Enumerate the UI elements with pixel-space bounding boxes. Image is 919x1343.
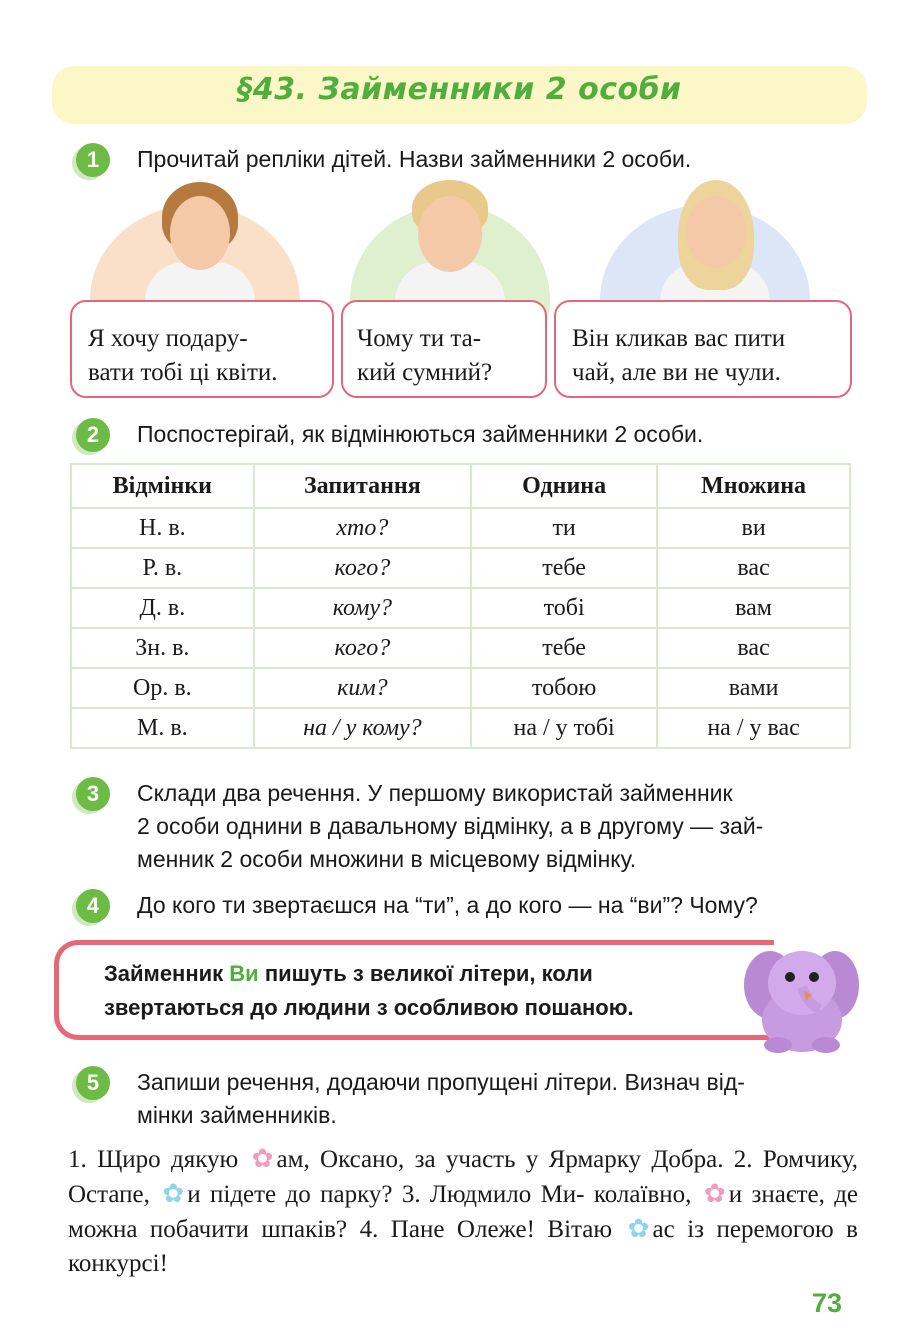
table-cell: на / у кому? xyxy=(254,708,471,748)
speech-bubble-2 xyxy=(341,300,547,398)
rule-text-part: Займенник xyxy=(104,961,230,986)
table-cell: на / у вас xyxy=(657,708,850,748)
kid-3-face xyxy=(686,196,746,268)
pink-flower-icon: ✿ xyxy=(251,1144,274,1173)
rule-line2: звертаються до людини з особливою пошаною. xyxy=(104,995,634,1020)
table-cell: Д. в. xyxy=(71,588,254,628)
task-3-line2: 2 особи однини в давальному відмінку, а в другому — зай- xyxy=(137,813,764,839)
table-cell: ви xyxy=(657,508,850,548)
exercise-part: колаївно, xyxy=(593,1181,701,1208)
table-cell: ким? xyxy=(254,668,471,708)
exercise-text xyxy=(68,1142,858,1281)
table-row xyxy=(71,508,850,548)
rule-text-part: пишуть з великої літери, коли xyxy=(258,961,593,986)
table-cell: кого? xyxy=(254,628,471,668)
col-header-question: Запитання xyxy=(254,464,471,508)
kid-2-face xyxy=(418,196,482,272)
table-cell: Ор. в. xyxy=(71,668,254,708)
kid-1-face xyxy=(170,196,230,270)
table-cell: Р. в. xyxy=(71,548,254,588)
col-header-plural: Множина xyxy=(657,464,850,508)
blue-flower-icon: ✿ xyxy=(627,1214,650,1243)
exercise-part: ас із перемогою в конкурсі! xyxy=(68,1216,858,1277)
bubble-3-line2: чай, але ви не чули. xyxy=(572,359,781,386)
bubble-3-line1: Він кликав вас пити xyxy=(572,325,786,352)
task-2-badge: 2 xyxy=(76,418,110,452)
declension-table xyxy=(70,463,851,749)
table-row xyxy=(71,668,850,708)
table-cell: тебе xyxy=(471,628,657,668)
bubble-2-line1: Чому ти та- xyxy=(357,325,482,352)
task-3-line1: Склади два речення. У першому використай займенник xyxy=(137,780,733,806)
page-title: §43. Займенники 2 особи xyxy=(237,72,682,107)
table-cell: кому? xyxy=(254,588,471,628)
pink-flower-icon: ✿ xyxy=(703,1179,726,1208)
task-4-text: До кого ти звертаєшся на “ти”, а до кого — на “ви”? Чому? xyxy=(137,892,758,918)
task-5-line2: мінки займенників. xyxy=(137,1102,337,1128)
exercise-part: 1. Щиро дякую xyxy=(68,1146,249,1173)
rule-text xyxy=(104,957,724,1025)
exercise-part: Олеже! Вітаю xyxy=(456,1216,625,1243)
task-5-badge: 5 xyxy=(76,1066,110,1100)
page-number: 73 xyxy=(812,1288,843,1318)
table-cell: вам xyxy=(657,588,850,628)
col-header-case: Відмінки xyxy=(71,464,254,508)
exercise-part: и підете до парку? 3. Людмило Ми- xyxy=(187,1181,585,1208)
table-cell: кого? xyxy=(254,548,471,588)
task-5-text xyxy=(137,1066,745,1132)
blue-flower-icon: ✿ xyxy=(162,1179,185,1208)
speech-bubble-3 xyxy=(554,300,852,398)
exercise-part: 2. Ромчику, Остапе, xyxy=(68,1146,858,1208)
table-cell: вами xyxy=(657,668,850,708)
exercise-part: и знаєте, де можна побачити шпаків? 4. Пане xyxy=(68,1181,859,1243)
table-cell: тобою xyxy=(471,668,657,708)
task-3-line3: менник 2 особи множини в місцевому відмінку. xyxy=(137,846,637,872)
task-3-badge: 3 xyxy=(76,777,110,811)
elephant-toy-icon xyxy=(740,925,860,1055)
table-cell: М. в. xyxy=(71,708,254,748)
bubble-2-line2: кий сумний? xyxy=(357,359,493,386)
bubble-1-line2: вати тобі ці квіти. xyxy=(88,359,278,386)
table-cell: тобі xyxy=(471,588,657,628)
table-row xyxy=(71,588,850,628)
table-row xyxy=(71,708,850,748)
bubble-1-line1: Я хочу подару- xyxy=(88,325,248,352)
table-cell: на / у тобі xyxy=(471,708,657,748)
exercise-part: ам, Оксано, за участь у Ярмарку Добра. xyxy=(276,1146,724,1173)
table-header-row xyxy=(71,464,850,508)
task-1-badge: 1 xyxy=(76,143,110,177)
table-cell: Н. в. xyxy=(71,508,254,548)
table-cell: хто? xyxy=(254,508,471,548)
task-2-text: Поспостерігай, як відмінюються займенники 2 особи. xyxy=(137,421,704,447)
speech-bubble-1 xyxy=(70,300,334,398)
task-3-text xyxy=(137,777,763,876)
table-row xyxy=(71,548,850,588)
col-header-singular: Однина xyxy=(471,464,657,508)
table-cell: вас xyxy=(657,548,850,588)
rule-line1 xyxy=(104,957,724,991)
rule-highlight: Ви xyxy=(229,961,259,986)
table-cell: вас xyxy=(657,628,850,668)
table-cell: тебе xyxy=(471,548,657,588)
task-5-line1: Запиши речення, додаючи пропущені літери. Визнач від- xyxy=(137,1069,745,1095)
task-1-text: Прочитай репліки дітей. Назви займенники 2 особи. xyxy=(137,146,692,172)
table-cell: ти xyxy=(471,508,657,548)
table-cell: Зн. в. xyxy=(71,628,254,668)
task-4-badge: 4 xyxy=(76,889,110,923)
table-row xyxy=(71,628,850,668)
